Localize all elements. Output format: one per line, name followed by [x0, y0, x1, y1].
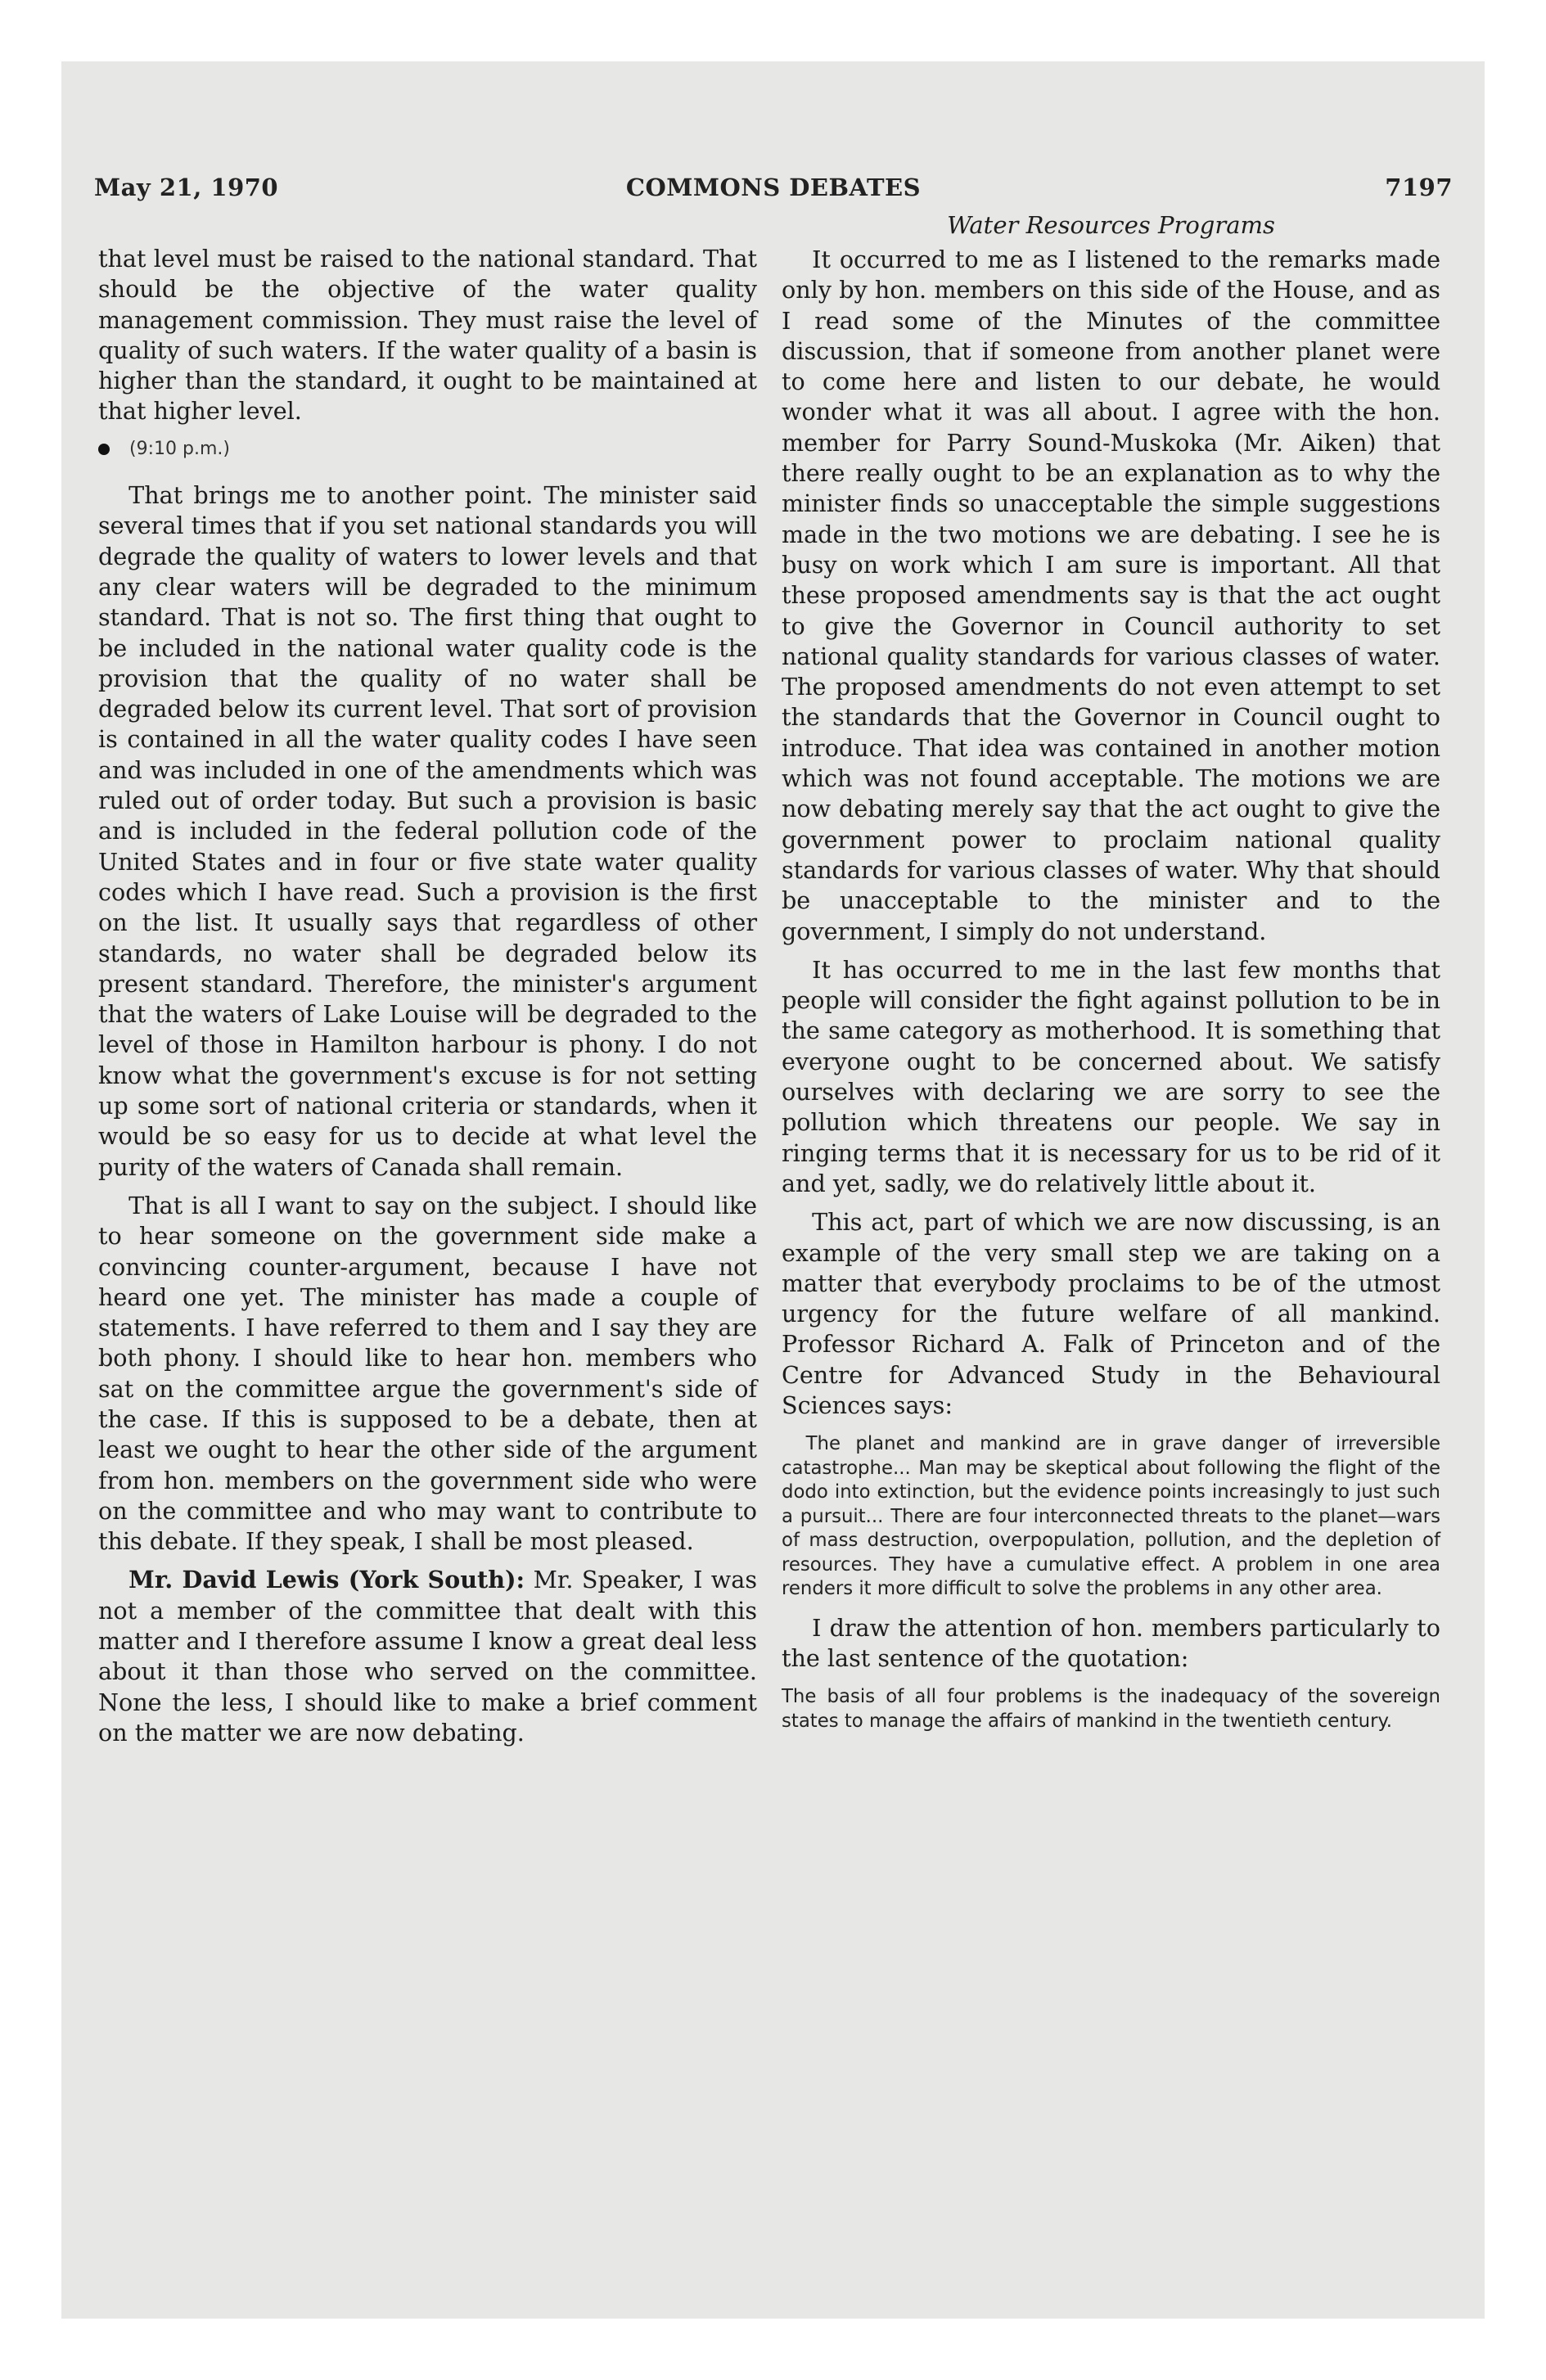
block-quote — [782, 1685, 1440, 1733]
quote-text: The basis of all four problems is the inadequacy of the sovereign states to manage the affairs of mankind in the twentieth century. — [782, 1686, 1440, 1732]
paragraph: That is all I want to say on the subject. I should like to hear someone on the government side make a convincing counter-argument, because I have not heard one yet. The minister has made a couple of statements. I have referred to them and I say they are both phony. I should like to hear hon. members who sat on the committee argue the government's side of the case. If this is supposed to be a debate, then at least we ought to hear the other side of the argument from hon. members on the government side who were on the committee and who may want to contribute to this debate. If they speak, I shall be most pleased. — [98, 1191, 757, 1556]
paragraph: I draw the attention of hon. members particularly to the last sentence of the quotation: — [782, 1613, 1440, 1673]
time-stamp-text: (9:10 p.m.) — [129, 438, 230, 459]
speaker-name: Mr. David Lewis (York South): — [128, 1566, 525, 1594]
header-publication: COMMONS DEBATES — [625, 174, 922, 201]
left-column — [98, 244, 757, 1748]
paragraph: This act, part of which we are now discussing, is an example of the very small step we are taking on a matter that everybody proclaims to be of the utmost urgency for the future welfare of all mankind. Professor Richard A. Falk of Princeton and of the Centre for Advanced Study in the Behavioural Sciences says: — [782, 1208, 1440, 1419]
page-header — [94, 174, 1453, 206]
paragraph: It occurred to me as I listened to the remarks made only by hon. members on this side of the House, and as I read some of the Minutes of the committee discussion, that if someone from another planet were to come here and listen to our debate, he would wonder what it was all about. I agree with the hon. member for Parry Sound-Muskoka (Mr. Aiken) that there really ought to be an explanation as to why the minister finds so unacceptable the simple suggestions made in the two motions we are debating. I see he is busy on work which I am sure is important. All that these proposed amendments say is that the act ought to give the Governor in Council authority to set national quality standards for various classes of water. The proposed amendments do not even attempt to set the standards that the Governor in Council ought to introduce. That idea was contained in another motion which was not found acceptable. The motions we are now debating merely say that the act ought to give the government power to proclaim national quality standards for various classes of water. Why that should be unacceptable to the minister and to the government, I simply do not understand. — [782, 246, 1440, 945]
header-date: May 21, 1970 — [94, 174, 279, 201]
block-quote — [782, 1432, 1440, 1602]
running-head: Water Resources Programs — [947, 211, 1275, 239]
header-page-number: 7197 — [1385, 174, 1453, 201]
speech-paragraph — [98, 1565, 757, 1748]
paragraph: That brings me to another point. The minister said several times that if you set national standards you will degrade the quality of waters to lower levels and that any clear waters will be degraded to the minimum standard. That is not so. The first thing that ought to be included in the national water quality code is the provision that the quality of no water shall be degraded below its current level. That sort of provision is contained in all the water quality codes I have seen and was included in one of the amendments which was ruled out of order today. But such a provision is basic and is included in the federal pollution code of the United States and in four or five state water quality codes which I have read. Such a provision is the first on the list. It usually says that regardless of other standards, no water shall be degraded below its present standard. Therefore, the minister's argument that the waters of Lake Louise will be degraded to the level of those in Hamilton harbour is phony. I do not know what the government's excuse is for not setting up some sort of national criteria or standards, when it would be so easy for us to decide at what level the purity of the waters of Canada shall remain. — [98, 481, 757, 1181]
time-stamp — [98, 434, 757, 464]
speech-text: Mr. Speaker, I was not a member of the committee that dealt with this matter and I therefore assume I know a great deal less about it than those who served on the committee. None the less, I should like to make a brief comment on the matter we are now debating. — [98, 1566, 757, 1747]
right-column — [782, 209, 1440, 1745]
paragraph: It has occurred to me in the last few months that people will consider the fight against pollution to be in the same category as motherhood. It is something that everyone ought to be concerned about. We satisfy ourselves with declaring we are sorry to see the pollution which threatens our people. We say in ringing terms that it is necessary for us to be rid of it and yet, sadly, we do relatively little about it. — [782, 955, 1440, 1197]
paragraph: that level must be raised to the national standard. That should be the objective of the water quality management commission. They must raise the level of quality of such waters. If the water quality of a basin is higher than the standard, it ought to be maintained at that higher level. — [98, 245, 757, 426]
bullet-icon — [98, 444, 110, 455]
quote-text: The planet and mankind are in grave danger of irreversible catastrophe... Man may be skeptical about following the flight of the dodo into extinction, but the evidence points increasingly to just such a pursuit... There are four interconnected threats to the planet—wars of mass destruction, overpopulation, pollution, and the depletion of resources. They have a cumulative effect. A problem in one area renders it more difficult to solve the problems in any other area. — [782, 1433, 1440, 1600]
